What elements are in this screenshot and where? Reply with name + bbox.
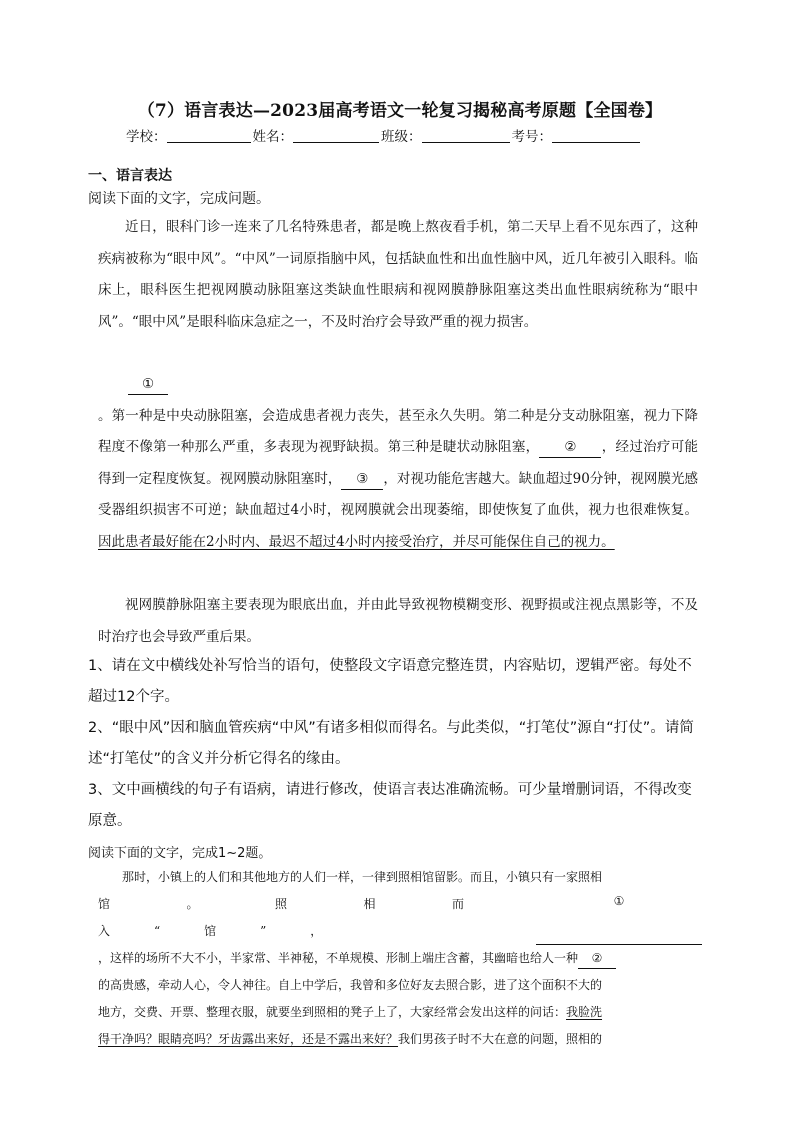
passage-line: 得干净吗？眼睛亮吗？牙齿露出来好，还是不露出来好？我们男孩子时不大在意的问题，照相的 [98, 1032, 603, 1046]
passage-1 [98, 212, 698, 338]
underlined-sentence: 我脸洗 [566, 1005, 603, 1019]
exam-no-label: 考号： [511, 129, 552, 145]
answer-blank-2[interactable]: ② [539, 437, 601, 458]
name-field[interactable] [293, 128, 379, 143]
question-item: 3、文中画横线的句子有语病，请进行修改，使语言表达准确流畅。可少量增删词语，不得改变原意。 [88, 782, 692, 829]
page-title: （7）语言表达—2023届高考语文一轮复习揭秘高考原题【全国卷】 [137, 101, 663, 121]
passage-4 [98, 864, 702, 1053]
answer-blank-1[interactable]: ① [128, 374, 168, 395]
question-item: 1、请在文中横线处补写恰当的语句，使整段文字语意完整连贯，内容贴切，逻辑严密。每处不超过12个字。 [88, 658, 692, 705]
name-label: 姓名： [252, 129, 293, 145]
passage-line: 的高贵感，牵动人心，令人神往。自上中学后，我曾和多位好友去照合影，进了这个面积不大的 [98, 978, 603, 992]
answer-blank-4[interactable]: ① [536, 891, 702, 945]
class-label: 班级： [381, 129, 422, 145]
exam-no-field[interactable] [552, 128, 640, 143]
passage-line: 地方，交费、开票、整理衣服，就要坐到照相的凳子上了，大家经常会发出这样的问话：我脸洗 [98, 1005, 603, 1019]
student-info-row [126, 125, 642, 145]
passage-paragraph: 视网膜静脉阻塞主要表现为眼底出血，并由此导致视物模糊变形、视野损或注视点黑影等，不及时治疗也会导致严重后果。 [98, 597, 698, 645]
underlined-sentence: 得干净吗？眼睛亮吗？牙齿露出来好，还是不露出来好？ [98, 1032, 399, 1046]
section-intro-2: 阅读下面的文字，完成1~2题。 [88, 846, 272, 861]
passage-paragraph: 近日，眼科门诊一连来了几名特殊患者，都是晚上熬夜看手机，第二天早上看不见东西了，这种疾病被称为“眼中风”。“中风”一词原指脑中风，包括缺血性和出血性脑中风，近几年被引入眼科。临床上，眼科医生把视网膜动脉阻塞这类缺血性眼病和视网膜静脉阻塞这类出血性眼病统称为“眼中风”。“眼中风”是眼科临床急症之一，不及时治疗会导致严重的视力损害。 [98, 219, 698, 330]
question-item: 2、“眼中风”因和脑血管疾病“中风”有诸多相似而得名。与此类似，“打笔仗”源自“打仗”。请简述“打笔仗”的含义并分析它得名的缘由。 [88, 720, 694, 767]
underlined-sentence: 因此患者最好能在2小时内、最迟不超过4小时内接受治疗，并尽可能保住自己的视力。 [98, 533, 615, 550]
school-field[interactable] [167, 128, 251, 143]
section-intro: 阅读下面的文字，完成问题。 [88, 191, 270, 207]
answer-blank-3[interactable]: ③ [341, 469, 383, 490]
section-heading: 一、语言表达 [88, 168, 172, 184]
passage-line: ，这样的场所不大不小，半家常、半神秘，不单规模、形制上端庄含蓄，其幽暗也给人一种 ② [98, 945, 702, 972]
class-field[interactable] [422, 128, 510, 143]
passage-paragraph: 。第一种是中央动脉阻塞，会造成患者视力丧失，甚至永久失明。第二种是分支动脉阻塞，视力下降程度不像第一种那么严重，多表现为视野缺损。第三种是睫状动脉阻塞， ② ，经过治疗可能得到一定程度恢复。视网膜动脉阻塞时， ③ ，对视功能危害越大。缺血超过90分钟，视网膜光感受器组织损害不可逆；缺血超过4小时，视网膜就会出现萎缩，即使恢复了血供，视力也很难恢复。因此患者最好能在2小时内、最迟不超过4小时内接受治疗，并尽可能保住自己的视力。 [98, 407, 699, 550]
passage-2 [98, 369, 698, 558]
passage-line [98, 891, 702, 945]
questions-list [88, 651, 700, 837]
school-label: 学校： [126, 129, 167, 145]
spread-text: 馆。照相而入“馆”， [98, 897, 508, 938]
answer-blank-5[interactable]: ② [578, 948, 616, 969]
passage-line: 那时，小镇上的人们和其他地方的人们一样，一律到照相馆留影。而且，小镇只有一家照相 [122, 870, 603, 884]
passage-3 [98, 590, 698, 653]
